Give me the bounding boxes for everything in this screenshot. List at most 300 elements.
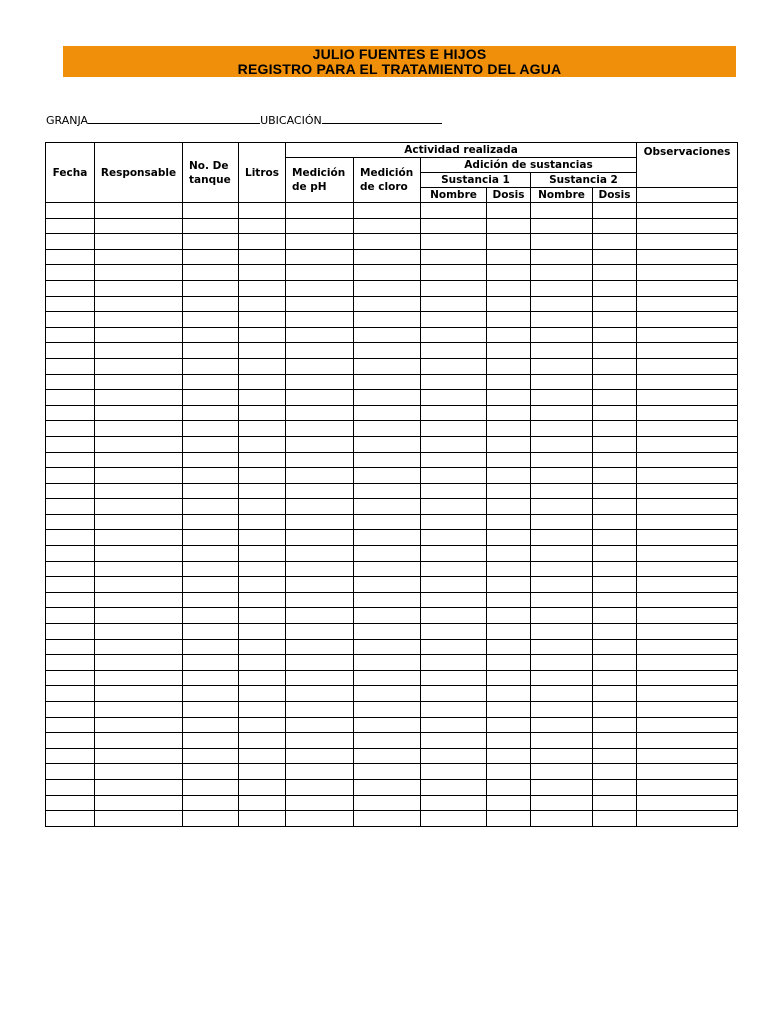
- table-cell[interactable]: [421, 390, 487, 406]
- table-cell[interactable]: [637, 624, 738, 640]
- table-cell[interactable]: [183, 374, 239, 390]
- table-cell[interactable]: [487, 280, 531, 296]
- table-cell[interactable]: [239, 468, 286, 484]
- table-cell[interactable]: [531, 733, 593, 749]
- table-cell[interactable]: [637, 436, 738, 452]
- table-cell[interactable]: [593, 514, 637, 530]
- table-cell[interactable]: [421, 546, 487, 562]
- table-cell[interactable]: [421, 655, 487, 671]
- table-cell[interactable]: [95, 280, 183, 296]
- table-cell[interactable]: [421, 592, 487, 608]
- table-cell[interactable]: [531, 452, 593, 468]
- table-cell[interactable]: [593, 421, 637, 437]
- table-cell[interactable]: [487, 343, 531, 359]
- table-cell[interactable]: [95, 327, 183, 343]
- table-cell[interactable]: [239, 499, 286, 515]
- table-cell[interactable]: [46, 717, 95, 733]
- table-cell[interactable]: [354, 421, 421, 437]
- table-cell[interactable]: [531, 530, 593, 546]
- table-cell[interactable]: [637, 343, 738, 359]
- table-cell[interactable]: [593, 483, 637, 499]
- table-cell[interactable]: [286, 468, 354, 484]
- table-cell[interactable]: [95, 499, 183, 515]
- table-cell[interactable]: [183, 748, 239, 764]
- table-cell[interactable]: [46, 592, 95, 608]
- table-cell[interactable]: [487, 764, 531, 780]
- table-cell[interactable]: [46, 764, 95, 780]
- table-cell[interactable]: [354, 686, 421, 702]
- table-cell[interactable]: [531, 686, 593, 702]
- table-cell[interactable]: [531, 249, 593, 265]
- table-cell[interactable]: [354, 327, 421, 343]
- table-cell[interactable]: [239, 483, 286, 499]
- table-cell[interactable]: [95, 312, 183, 328]
- table-cell[interactable]: [421, 296, 487, 312]
- table-cell[interactable]: [95, 468, 183, 484]
- table-cell[interactable]: [286, 343, 354, 359]
- table-cell[interactable]: [421, 280, 487, 296]
- table-cell[interactable]: [183, 343, 239, 359]
- table-cell[interactable]: [286, 436, 354, 452]
- table-cell[interactable]: [354, 483, 421, 499]
- table-cell[interactable]: [46, 639, 95, 655]
- table-cell[interactable]: [593, 468, 637, 484]
- table-cell[interactable]: [239, 218, 286, 234]
- table-cell[interactable]: [637, 733, 738, 749]
- table-cell[interactable]: [593, 764, 637, 780]
- table-cell[interactable]: [286, 779, 354, 795]
- table-cell[interactable]: [637, 655, 738, 671]
- table-cell[interactable]: [95, 546, 183, 562]
- table-cell[interactable]: [286, 561, 354, 577]
- table-cell[interactable]: [286, 639, 354, 655]
- table-cell[interactable]: [46, 811, 95, 827]
- table-cell[interactable]: [421, 374, 487, 390]
- table-cell[interactable]: [183, 280, 239, 296]
- table-cell[interactable]: [286, 358, 354, 374]
- table-cell[interactable]: [637, 530, 738, 546]
- table-cell[interactable]: [593, 702, 637, 718]
- table-cell[interactable]: [286, 702, 354, 718]
- table-cell[interactable]: [487, 296, 531, 312]
- table-cell[interactable]: [46, 358, 95, 374]
- table-cell[interactable]: [354, 795, 421, 811]
- table-cell[interactable]: [531, 358, 593, 374]
- table-cell[interactable]: [286, 764, 354, 780]
- table-cell[interactable]: [354, 296, 421, 312]
- table-cell[interactable]: [46, 234, 95, 250]
- table-cell[interactable]: [637, 312, 738, 328]
- table-cell[interactable]: [95, 639, 183, 655]
- table-cell[interactable]: [183, 561, 239, 577]
- table-cell[interactable]: [421, 218, 487, 234]
- table-cell[interactable]: [95, 249, 183, 265]
- table-cell[interactable]: [286, 592, 354, 608]
- table-cell[interactable]: [531, 343, 593, 359]
- table-cell[interactable]: [421, 764, 487, 780]
- table-cell[interactable]: [531, 203, 593, 219]
- table-cell[interactable]: [183, 779, 239, 795]
- table-cell[interactable]: [239, 203, 286, 219]
- table-cell[interactable]: [593, 265, 637, 281]
- table-cell[interactable]: [593, 249, 637, 265]
- granja-field[interactable]: [88, 111, 260, 124]
- table-cell[interactable]: [487, 592, 531, 608]
- table-cell[interactable]: [637, 483, 738, 499]
- table-cell[interactable]: [354, 218, 421, 234]
- table-cell[interactable]: [239, 577, 286, 593]
- table-cell[interactable]: [421, 702, 487, 718]
- table-cell[interactable]: [286, 530, 354, 546]
- table-cell[interactable]: [183, 795, 239, 811]
- table-cell[interactable]: [531, 577, 593, 593]
- table-cell[interactable]: [183, 546, 239, 562]
- table-cell[interactable]: [95, 265, 183, 281]
- table-cell[interactable]: [531, 624, 593, 640]
- table-cell[interactable]: [46, 405, 95, 421]
- table-cell[interactable]: [183, 608, 239, 624]
- table-cell[interactable]: [183, 405, 239, 421]
- table-cell[interactable]: [421, 811, 487, 827]
- table-cell[interactable]: [637, 639, 738, 655]
- table-cell[interactable]: [421, 358, 487, 374]
- table-cell[interactable]: [95, 203, 183, 219]
- table-cell[interactable]: [95, 608, 183, 624]
- table-cell[interactable]: [421, 312, 487, 328]
- table-cell[interactable]: [46, 702, 95, 718]
- table-cell[interactable]: [183, 717, 239, 733]
- table-cell[interactable]: [531, 280, 593, 296]
- table-cell[interactable]: [593, 327, 637, 343]
- table-cell[interactable]: [487, 203, 531, 219]
- table-cell[interactable]: [46, 218, 95, 234]
- table-cell[interactable]: [487, 514, 531, 530]
- table-cell[interactable]: [239, 530, 286, 546]
- table-cell[interactable]: [487, 468, 531, 484]
- table-cell[interactable]: [637, 764, 738, 780]
- table-cell[interactable]: [354, 717, 421, 733]
- table-cell[interactable]: [46, 670, 95, 686]
- table-cell[interactable]: [354, 280, 421, 296]
- table-cell[interactable]: [286, 280, 354, 296]
- table-cell[interactable]: [421, 234, 487, 250]
- table-cell[interactable]: [593, 639, 637, 655]
- table-cell[interactable]: [46, 374, 95, 390]
- table-cell[interactable]: [421, 530, 487, 546]
- table-cell[interactable]: [593, 312, 637, 328]
- table-cell[interactable]: [531, 312, 593, 328]
- table-cell[interactable]: [239, 374, 286, 390]
- table-cell[interactable]: [46, 436, 95, 452]
- table-cell[interactable]: [421, 561, 487, 577]
- table-cell[interactable]: [354, 203, 421, 219]
- table-cell[interactable]: [183, 249, 239, 265]
- table-cell[interactable]: [95, 358, 183, 374]
- table-cell[interactable]: [183, 218, 239, 234]
- table-cell[interactable]: [593, 655, 637, 671]
- table-cell[interactable]: [286, 296, 354, 312]
- table-cell[interactable]: [46, 390, 95, 406]
- table-cell[interactable]: [354, 561, 421, 577]
- table-cell[interactable]: [487, 655, 531, 671]
- table-cell[interactable]: [593, 686, 637, 702]
- table-cell[interactable]: [637, 779, 738, 795]
- table-cell[interactable]: [531, 655, 593, 671]
- table-cell[interactable]: [95, 811, 183, 827]
- table-cell[interactable]: [183, 655, 239, 671]
- table-cell[interactable]: [286, 249, 354, 265]
- table-cell[interactable]: [421, 327, 487, 343]
- table-cell[interactable]: [487, 327, 531, 343]
- table-cell[interactable]: [239, 312, 286, 328]
- table-cell[interactable]: [593, 717, 637, 733]
- table-cell[interactable]: [354, 779, 421, 795]
- table-cell[interactable]: [487, 717, 531, 733]
- table-cell[interactable]: [46, 577, 95, 593]
- table-cell[interactable]: [239, 624, 286, 640]
- table-cell[interactable]: [46, 733, 95, 749]
- table-cell[interactable]: [46, 655, 95, 671]
- table-cell[interactable]: [286, 655, 354, 671]
- table-cell[interactable]: [46, 343, 95, 359]
- table-cell[interactable]: [239, 811, 286, 827]
- table-cell[interactable]: [637, 514, 738, 530]
- table-cell[interactable]: [531, 234, 593, 250]
- table-cell[interactable]: [239, 436, 286, 452]
- table-cell[interactable]: [637, 234, 738, 250]
- table-cell[interactable]: [637, 608, 738, 624]
- table-cell[interactable]: [239, 561, 286, 577]
- table-cell[interactable]: [95, 561, 183, 577]
- table-cell[interactable]: [637, 218, 738, 234]
- table-cell[interactable]: [593, 218, 637, 234]
- table-cell[interactable]: [593, 499, 637, 515]
- table-cell[interactable]: [46, 748, 95, 764]
- table-cell[interactable]: [46, 452, 95, 468]
- table-cell[interactable]: [239, 546, 286, 562]
- table-cell[interactable]: [183, 234, 239, 250]
- table-cell[interactable]: [183, 436, 239, 452]
- table-cell[interactable]: [95, 343, 183, 359]
- table-cell[interactable]: [531, 811, 593, 827]
- table-cell[interactable]: [487, 436, 531, 452]
- table-cell[interactable]: [354, 670, 421, 686]
- table-cell[interactable]: [637, 670, 738, 686]
- table-cell[interactable]: [95, 405, 183, 421]
- table-cell[interactable]: [487, 405, 531, 421]
- table-cell[interactable]: [183, 421, 239, 437]
- table-cell[interactable]: [421, 452, 487, 468]
- table-cell[interactable]: [286, 811, 354, 827]
- table-cell[interactable]: [95, 577, 183, 593]
- table-cell[interactable]: [531, 670, 593, 686]
- table-cell[interactable]: [354, 655, 421, 671]
- table-cell[interactable]: [531, 561, 593, 577]
- table-cell[interactable]: [354, 639, 421, 655]
- table-cell[interactable]: [239, 405, 286, 421]
- table-cell[interactable]: [354, 468, 421, 484]
- table-cell[interactable]: [421, 483, 487, 499]
- table-cell[interactable]: [487, 483, 531, 499]
- table-cell[interactable]: [286, 514, 354, 530]
- table-cell[interactable]: [354, 405, 421, 421]
- table-cell[interactable]: [354, 748, 421, 764]
- table-cell[interactable]: [487, 234, 531, 250]
- table-cell[interactable]: [637, 203, 738, 219]
- table-cell[interactable]: [239, 670, 286, 686]
- table-cell[interactable]: [487, 452, 531, 468]
- table-cell[interactable]: [183, 686, 239, 702]
- table-cell[interactable]: [286, 218, 354, 234]
- table-cell[interactable]: [183, 327, 239, 343]
- table-cell[interactable]: [421, 265, 487, 281]
- table-cell[interactable]: [183, 702, 239, 718]
- table-cell[interactable]: [183, 312, 239, 328]
- table-cell[interactable]: [531, 546, 593, 562]
- table-cell[interactable]: [183, 624, 239, 640]
- table-cell[interactable]: [46, 468, 95, 484]
- table-cell[interactable]: [354, 530, 421, 546]
- table-cell[interactable]: [531, 608, 593, 624]
- table-cell[interactable]: [531, 390, 593, 406]
- table-cell[interactable]: [637, 546, 738, 562]
- table-cell[interactable]: [239, 234, 286, 250]
- table-cell[interactable]: [183, 203, 239, 219]
- table-cell[interactable]: [487, 312, 531, 328]
- table-cell[interactable]: [593, 779, 637, 795]
- table-cell[interactable]: [487, 577, 531, 593]
- table-cell[interactable]: [531, 327, 593, 343]
- table-cell[interactable]: [286, 234, 354, 250]
- table-cell[interactable]: [637, 405, 738, 421]
- table-cell[interactable]: [593, 405, 637, 421]
- table-cell[interactable]: [95, 452, 183, 468]
- table-cell[interactable]: [487, 390, 531, 406]
- table-cell[interactable]: [593, 546, 637, 562]
- table-cell[interactable]: [354, 343, 421, 359]
- table-cell[interactable]: [637, 327, 738, 343]
- table-cell[interactable]: [239, 733, 286, 749]
- table-cell[interactable]: [487, 265, 531, 281]
- table-cell[interactable]: [286, 421, 354, 437]
- table-cell[interactable]: [239, 327, 286, 343]
- table-cell[interactable]: [286, 624, 354, 640]
- table-cell[interactable]: [531, 795, 593, 811]
- table-cell[interactable]: [46, 514, 95, 530]
- table-cell[interactable]: [46, 546, 95, 562]
- table-cell[interactable]: [183, 670, 239, 686]
- table-cell[interactable]: [593, 670, 637, 686]
- table-cell[interactable]: [421, 203, 487, 219]
- table-cell[interactable]: [354, 608, 421, 624]
- table-cell[interactable]: [95, 218, 183, 234]
- table-cell[interactable]: [637, 702, 738, 718]
- table-cell[interactable]: [637, 249, 738, 265]
- table-cell[interactable]: [239, 249, 286, 265]
- table-cell[interactable]: [637, 296, 738, 312]
- table-cell[interactable]: [531, 717, 593, 733]
- table-cell[interactable]: [46, 795, 95, 811]
- table-cell[interactable]: [421, 608, 487, 624]
- table-cell[interactable]: [239, 296, 286, 312]
- table-cell[interactable]: [95, 686, 183, 702]
- table-cell[interactable]: [487, 639, 531, 655]
- table-cell[interactable]: [46, 327, 95, 343]
- table-cell[interactable]: [421, 436, 487, 452]
- table-cell[interactable]: [531, 265, 593, 281]
- table-cell[interactable]: [487, 499, 531, 515]
- table-cell[interactable]: [593, 561, 637, 577]
- table-cell[interactable]: [95, 390, 183, 406]
- table-cell[interactable]: [531, 374, 593, 390]
- table-cell[interactable]: [95, 483, 183, 499]
- table-cell[interactable]: [95, 514, 183, 530]
- table-cell[interactable]: [354, 499, 421, 515]
- table-cell[interactable]: [487, 561, 531, 577]
- table-cell[interactable]: [637, 561, 738, 577]
- table-cell[interactable]: [286, 670, 354, 686]
- table-cell[interactable]: [421, 639, 487, 655]
- table-cell[interactable]: [637, 452, 738, 468]
- table-cell[interactable]: [487, 686, 531, 702]
- table-cell[interactable]: [637, 577, 738, 593]
- table-cell[interactable]: [286, 483, 354, 499]
- table-cell[interactable]: [354, 374, 421, 390]
- table-cell[interactable]: [239, 702, 286, 718]
- table-cell[interactable]: [421, 514, 487, 530]
- table-cell[interactable]: [487, 670, 531, 686]
- table-cell[interactable]: [421, 795, 487, 811]
- table-cell[interactable]: [487, 218, 531, 234]
- table-cell[interactable]: [46, 421, 95, 437]
- table-cell[interactable]: [46, 203, 95, 219]
- table-cell[interactable]: [421, 686, 487, 702]
- table-cell[interactable]: [593, 624, 637, 640]
- table-cell[interactable]: [239, 452, 286, 468]
- table-cell[interactable]: [286, 546, 354, 562]
- table-cell[interactable]: [46, 624, 95, 640]
- table-cell[interactable]: [286, 748, 354, 764]
- table-cell[interactable]: [593, 436, 637, 452]
- table-cell[interactable]: [286, 733, 354, 749]
- table-cell[interactable]: [593, 343, 637, 359]
- table-cell[interactable]: [593, 280, 637, 296]
- table-cell[interactable]: [46, 312, 95, 328]
- table-cell[interactable]: [637, 265, 738, 281]
- table-cell[interactable]: [421, 249, 487, 265]
- table-cell[interactable]: [487, 811, 531, 827]
- table-cell[interactable]: [531, 779, 593, 795]
- table-cell[interactable]: [637, 686, 738, 702]
- table-cell[interactable]: [95, 592, 183, 608]
- table-cell[interactable]: [421, 717, 487, 733]
- table-cell[interactable]: [46, 483, 95, 499]
- table-cell[interactable]: [531, 499, 593, 515]
- table-cell[interactable]: [46, 499, 95, 515]
- table-cell[interactable]: [286, 499, 354, 515]
- table-cell[interactable]: [95, 421, 183, 437]
- table-cell[interactable]: [286, 795, 354, 811]
- table-cell[interactable]: [637, 592, 738, 608]
- table-cell[interactable]: [487, 608, 531, 624]
- table-cell[interactable]: [487, 748, 531, 764]
- table-cell[interactable]: [286, 608, 354, 624]
- table-cell[interactable]: [354, 234, 421, 250]
- table-cell[interactable]: [487, 779, 531, 795]
- table-cell[interactable]: [421, 421, 487, 437]
- table-cell[interactable]: [239, 592, 286, 608]
- table-cell[interactable]: [95, 748, 183, 764]
